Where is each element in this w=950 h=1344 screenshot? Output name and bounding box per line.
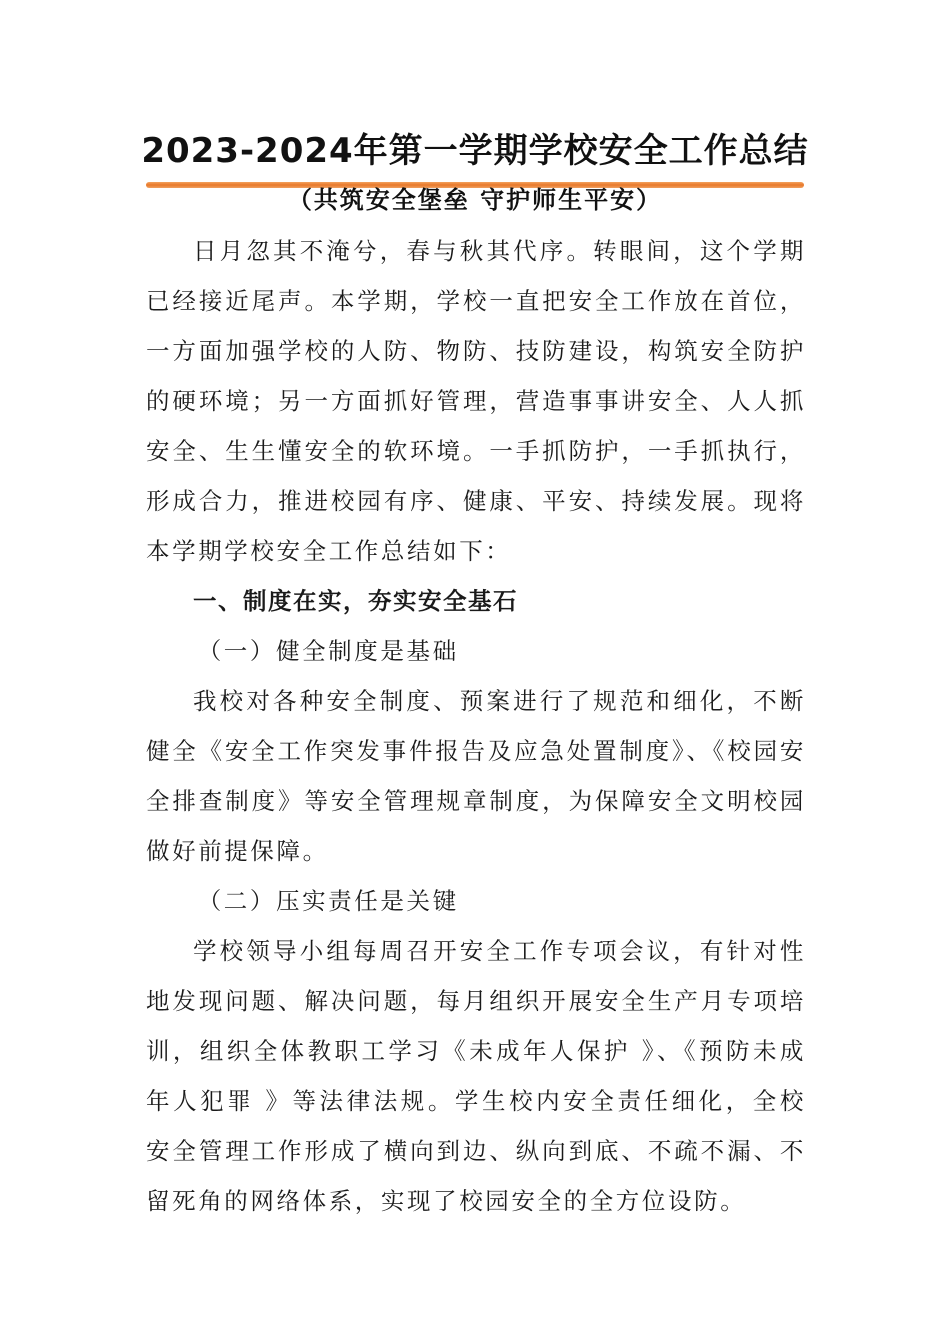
document-title: 2023-2024年第一学期学校安全工作总结 bbox=[141, 131, 809, 171]
intro-paragraph: 日月忽其不淹兮，春与秋其代序。转眼间，这个学期已经接近尾声。本学期，学校一直把安全工作放在首位，一方面加强学校的人防、物防、技防建设，构筑安全防护的硬环境；另一方面抓好管理，营造事事讲安全、人人抓安全、生生懂安全的软环境。一手抓防护，一手抓执行，形成合力，推进校园有序、健康、平安、持续发展。现将本学期学校安全工作总结如下： bbox=[146, 237, 806, 565]
section-heading: 一、制度在实，夯实安全基石 bbox=[193, 587, 518, 615]
document-body bbox=[146, 226, 806, 1226]
subsection-paragraph: 学校领导小组每周召开安全工作专项会议，有针对性地发现问题、解决问题，每月组织开展安全生产月专项培训，组织全体教职工学习《未成年人保护 》、《预防未成年人犯罪 》等法律法规。学生校内安全责任细化，全校安全管理工作形成了横向到边、纵向到底、不疏不漏、不留死角的网络体系，实现了校园安全的全方位设防。 bbox=[146, 937, 806, 1215]
subsection-heading: （二）压实责任是关键 bbox=[197, 887, 459, 915]
document-subtitle: （共筑安全堡垒 守护师生平安） bbox=[287, 186, 663, 214]
subsection-heading: （一）健全制度是基础 bbox=[197, 637, 459, 665]
subsection-paragraph: 我校对各种安全制度、预案进行了规范和细化，不断健全《安全工作突发事件报告及应急处置制度》、《校园安全排查制度》等安全管理规章制度，为保障安全文明校园做好前提保障。 bbox=[146, 687, 806, 865]
